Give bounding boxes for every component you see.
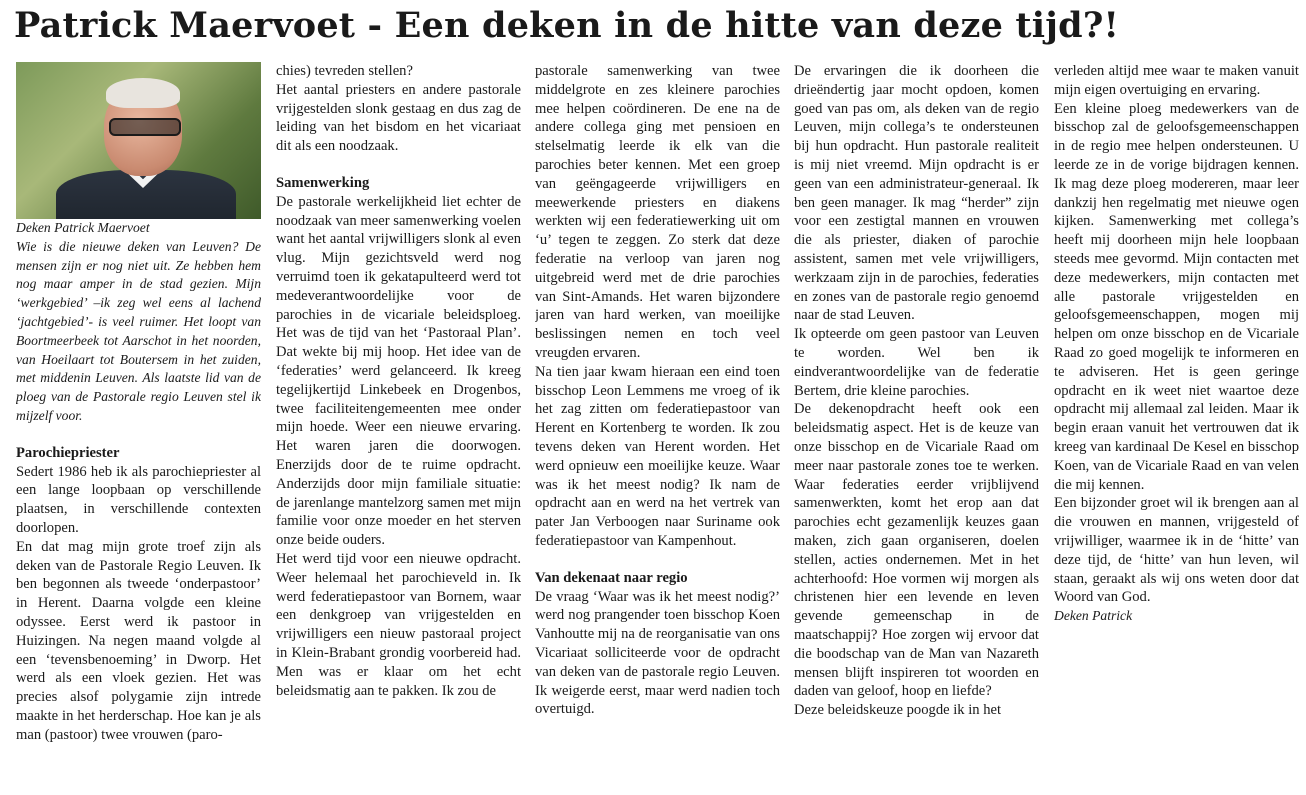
paragraph: Het aantal priesters en andere pastorale vrijgestelden slonk gestaag en dus zag de leiding van het bisdom en het vicariaat dit als een noodzaak. xyxy=(276,81,521,155)
column-3 xyxy=(535,62,780,792)
paragraph: verleden altijd mee waar te maken vanuit mijn eigen overtuiging en ervaring. xyxy=(1054,63,1299,98)
paragraph: De ervaringen die ik doorheen die drieëndertig jaar mocht opdoen, komen goed van pas om, als deken van de regio Leuven, mijn collega’s te ondersteunen bij hun opdracht. Hun pastorale realiteit is mij niet vreemd. Mijn opdracht is er geen van een administrateur-generaal. Ik ben geen manager. Ik mag “herder” zijn voor een zestigtal mannen en vrouwen die als priester, diaken of parochie assistent, samen met vele vrijwilligers, werkzaam zijn in de parochies, federaties en zones van de pastorale regio genoemd naar de stad Leuven. xyxy=(794,63,1039,324)
paragraph: Ik opteerde om geen pastoor van Leuven te worden. Wel ben ik eindverantwoordelijke van de federatie Bertem, drie kleine parochies. xyxy=(794,326,1039,399)
column-4 xyxy=(794,62,1039,792)
column-1 xyxy=(16,62,261,792)
paragraph: Sedert 1986 heb ik als parochiepriester al een lange loopbaan op verschillende plaatsen, in verschillende contexten doorlopen. xyxy=(16,463,261,536)
paragraph: Een kleine ploeg medewerkers van de bisschop zal de geloofsgemeenschappen in de regio mee helpen ondersteunen. U leerde ze in de vorige bijdragen kennen. Ik mag deze ploeg modereren, maar leer dankzij hen regelmatig met nieuwe ogen kijken. Samenwerking met collega’s heeft mij doorheen mijn hele loopbaan steeds mee gevormd. Mijn contacten met deze medewerkers, mijn contacten met alle pastorale vrijgestelden en geloofsgemeenschappen, mogen mij helpen om onze bisschop en de Vicariale Raad zo goed mogelijk te informeren en te adviseren. Het is geen geringe opdracht en ik weet niet waartoe deze opdracht mij allemaal zal leiden. Maar ik begin eraan vanuit het vertrouwen dat ik kreeg van kardinaal De Kesel en bisschop Koen, van de Vicariale Raad en van velen die mij kennen. xyxy=(1054,100,1299,493)
paragraph: Deze beleidskeuze poogde ik in het xyxy=(794,702,1002,719)
paragraph: De vraag ‘Waar was ik het meest nodig?’ werd nog prangender toen bisschop Koen Vanhoutte mij na de reorganisatie van ons Vicariaat solliciteerde voor de opdracht van deken van de pastorale regio Leuven. Ik weigerde eerst, maar werd nadien toch overtuigd. xyxy=(535,588,780,718)
paragraph: Een bijzonder groet wil ik brengen aan al die vrouwen en mannen, vrijgesteld of vrijwilliger, waarmee ik in de ‘hitte’ van deze tijd, de ‘hitte’ van hun leven, wil staan, geraakt als wij ons weten door dat Woord van God. xyxy=(1054,495,1299,606)
paragraph: De pastorale werkelijkheid liet echter de noodzaak van meer samenwerking voelen want het aantal vrijwilligers slonk al even vlug. Mijn gezichtsveld werd nog verruimd toen ik gekatapulteerd werd tot medeverantwoordelijke voor de parochies in de vicariale beleidsploeg. Het was de tijd van het ‘Pastoraal Plan’. Dat wekte bij mij hoop. Het idee van de ‘federaties’ werd gelanceerd. Ik kreeg tegelijkertijd Linkebeek en Drogenbos, twee faciliteitengemeenten mee onder mijn hoede. Weer een nieuwe ervaring. Het waren jaren die doorwogen. Enerzijds door de te ruime opdracht. Anderzijds door mijn familiale situatie: de jarenlange mantelzorg samen met mijn familie voor onze moeder en het sterven onze beide ouders. xyxy=(276,193,521,549)
portrait-photo xyxy=(16,62,261,219)
paragraph: chies) tevreden stellen? xyxy=(276,63,413,79)
column-5 xyxy=(1054,62,1299,792)
intro-text: Wie is die nieuwe deken van Leuven? De mensen zijn er nog niet uit. Ze hebben hem nog maar amper in de stad gezien. Mijn ‘werkgebied’ –ik zeg wel eens al lachend ‘jachtgebied’- is veel ruimer. Het loopt van Boortmeerbeek tot Aarschot in het noorden, van Hoeilaart tot Boutersem in het zuiden, met middenin Leuven. Als laatste lid van de ploeg van de Pastorale regio Leuven stel ik mijzelf voor. xyxy=(16,238,261,423)
photo-caption: Deken Patrick Maervoet xyxy=(16,220,150,235)
paragraph: Na tien jaar kwam hieraan een eind toen bisschop Leon Lemmens me vroeg of ik het zag zitten om federatiepastoor van Herent en Kortenberg te worden. Ik zou tevens deken van Herent worden. Het werd opnieuw een moeilijke keuze. Waar was ik het meest nodig? Ik nam de opdracht aan en werd na het vertrek van pater Jan Verboogen naar Suriname ook federatiepastoor van Kampenhout. xyxy=(535,363,780,549)
paragraph: De dekenopdracht heeft ook een beleidsmatig aspect. Het is de keuze van onze bisschop en de Vicariale Raad om meer naar pastorale zones toe te werken. Waar federaties eerder vrijblijvend samenwerkten, komt het erop aan dat parochies echt gezamenlijk keuzes gaan maken, zich gaan organiseren, doelen stellen, acties ondernemen. Met in het achterhoofd: Hoe vormen wij morgen als christenen hier een levende en leven gevende gemeenschap in de maatschappij? Hoe zorgen wij ervoor dat die boodschap van de Man van Nazareth mensen blijft inspireren tot woorden en daden van geloof, hoop en liefde? xyxy=(794,401,1039,700)
section-heading-van-dekenaat-naar-regio: Van dekenaat naar regio xyxy=(535,569,688,586)
signature: Deken Patrick xyxy=(1054,608,1133,624)
section-heading-parochiepriester: Parochiepriester xyxy=(16,444,120,461)
paragraph: Het werd tijd voor een nieuwe opdracht. Weer helemaal het parochieveld in. Ik werd federatiepastoor van Bornem, waar een denkgroep van vrijgestelden en vrijwilligers een nieuw pastoraal project in Klein-Brabant grondig voorbereid had. Men was er klaar om het echt beleidsmatig aan te pakken. Ik zou de xyxy=(276,550,521,699)
column-2 xyxy=(276,62,521,792)
paragraph: pastorale samenwerking van twee middelgrote en zes kleinere parochies mee helpen coördineren. De ene na de andere collega ging met pensioen en stelselmatig leerde ik elk van die parochies beter kennen. Met een groep van geëngageerde vrijwilligers en meewerkende priesters en diakens werkten wij een federatiewerking uit om ‘u’ tegen te zeggen. Zo sterk dat deze federatie na verloop van jaren nog uitgebreid werd met de drie parochies van Sint-Amands. Het waren bijzondere jaren van hard werken, van moeilijke beslissingen nemen en toch veel vreugden ervaren. xyxy=(535,63,780,361)
section-heading-samenwerking: Samenwerking xyxy=(276,174,370,191)
headline: Patrick Maervoet - Een deken in de hitte van deze tijd?! xyxy=(14,5,1120,46)
paragraph: En dat mag mijn grote troef zijn als deken van de Pastorale Regio Leuven. Ik ben begonnen als tweede ‘onderpastoor’ in Herent. Daarna volgde een kleine odyssee. Eerst werd ik pastoor in Huizingen. Na negen maand volgde al een ‘tevensbenoeming’ in Dworp. Het werd als een vloek gezien. Het was precies alsof polygamie zijn intrede maakte in het herderschap. Hoe kan je als man (pastoor) twee vrouwen (paro- xyxy=(16,538,261,743)
